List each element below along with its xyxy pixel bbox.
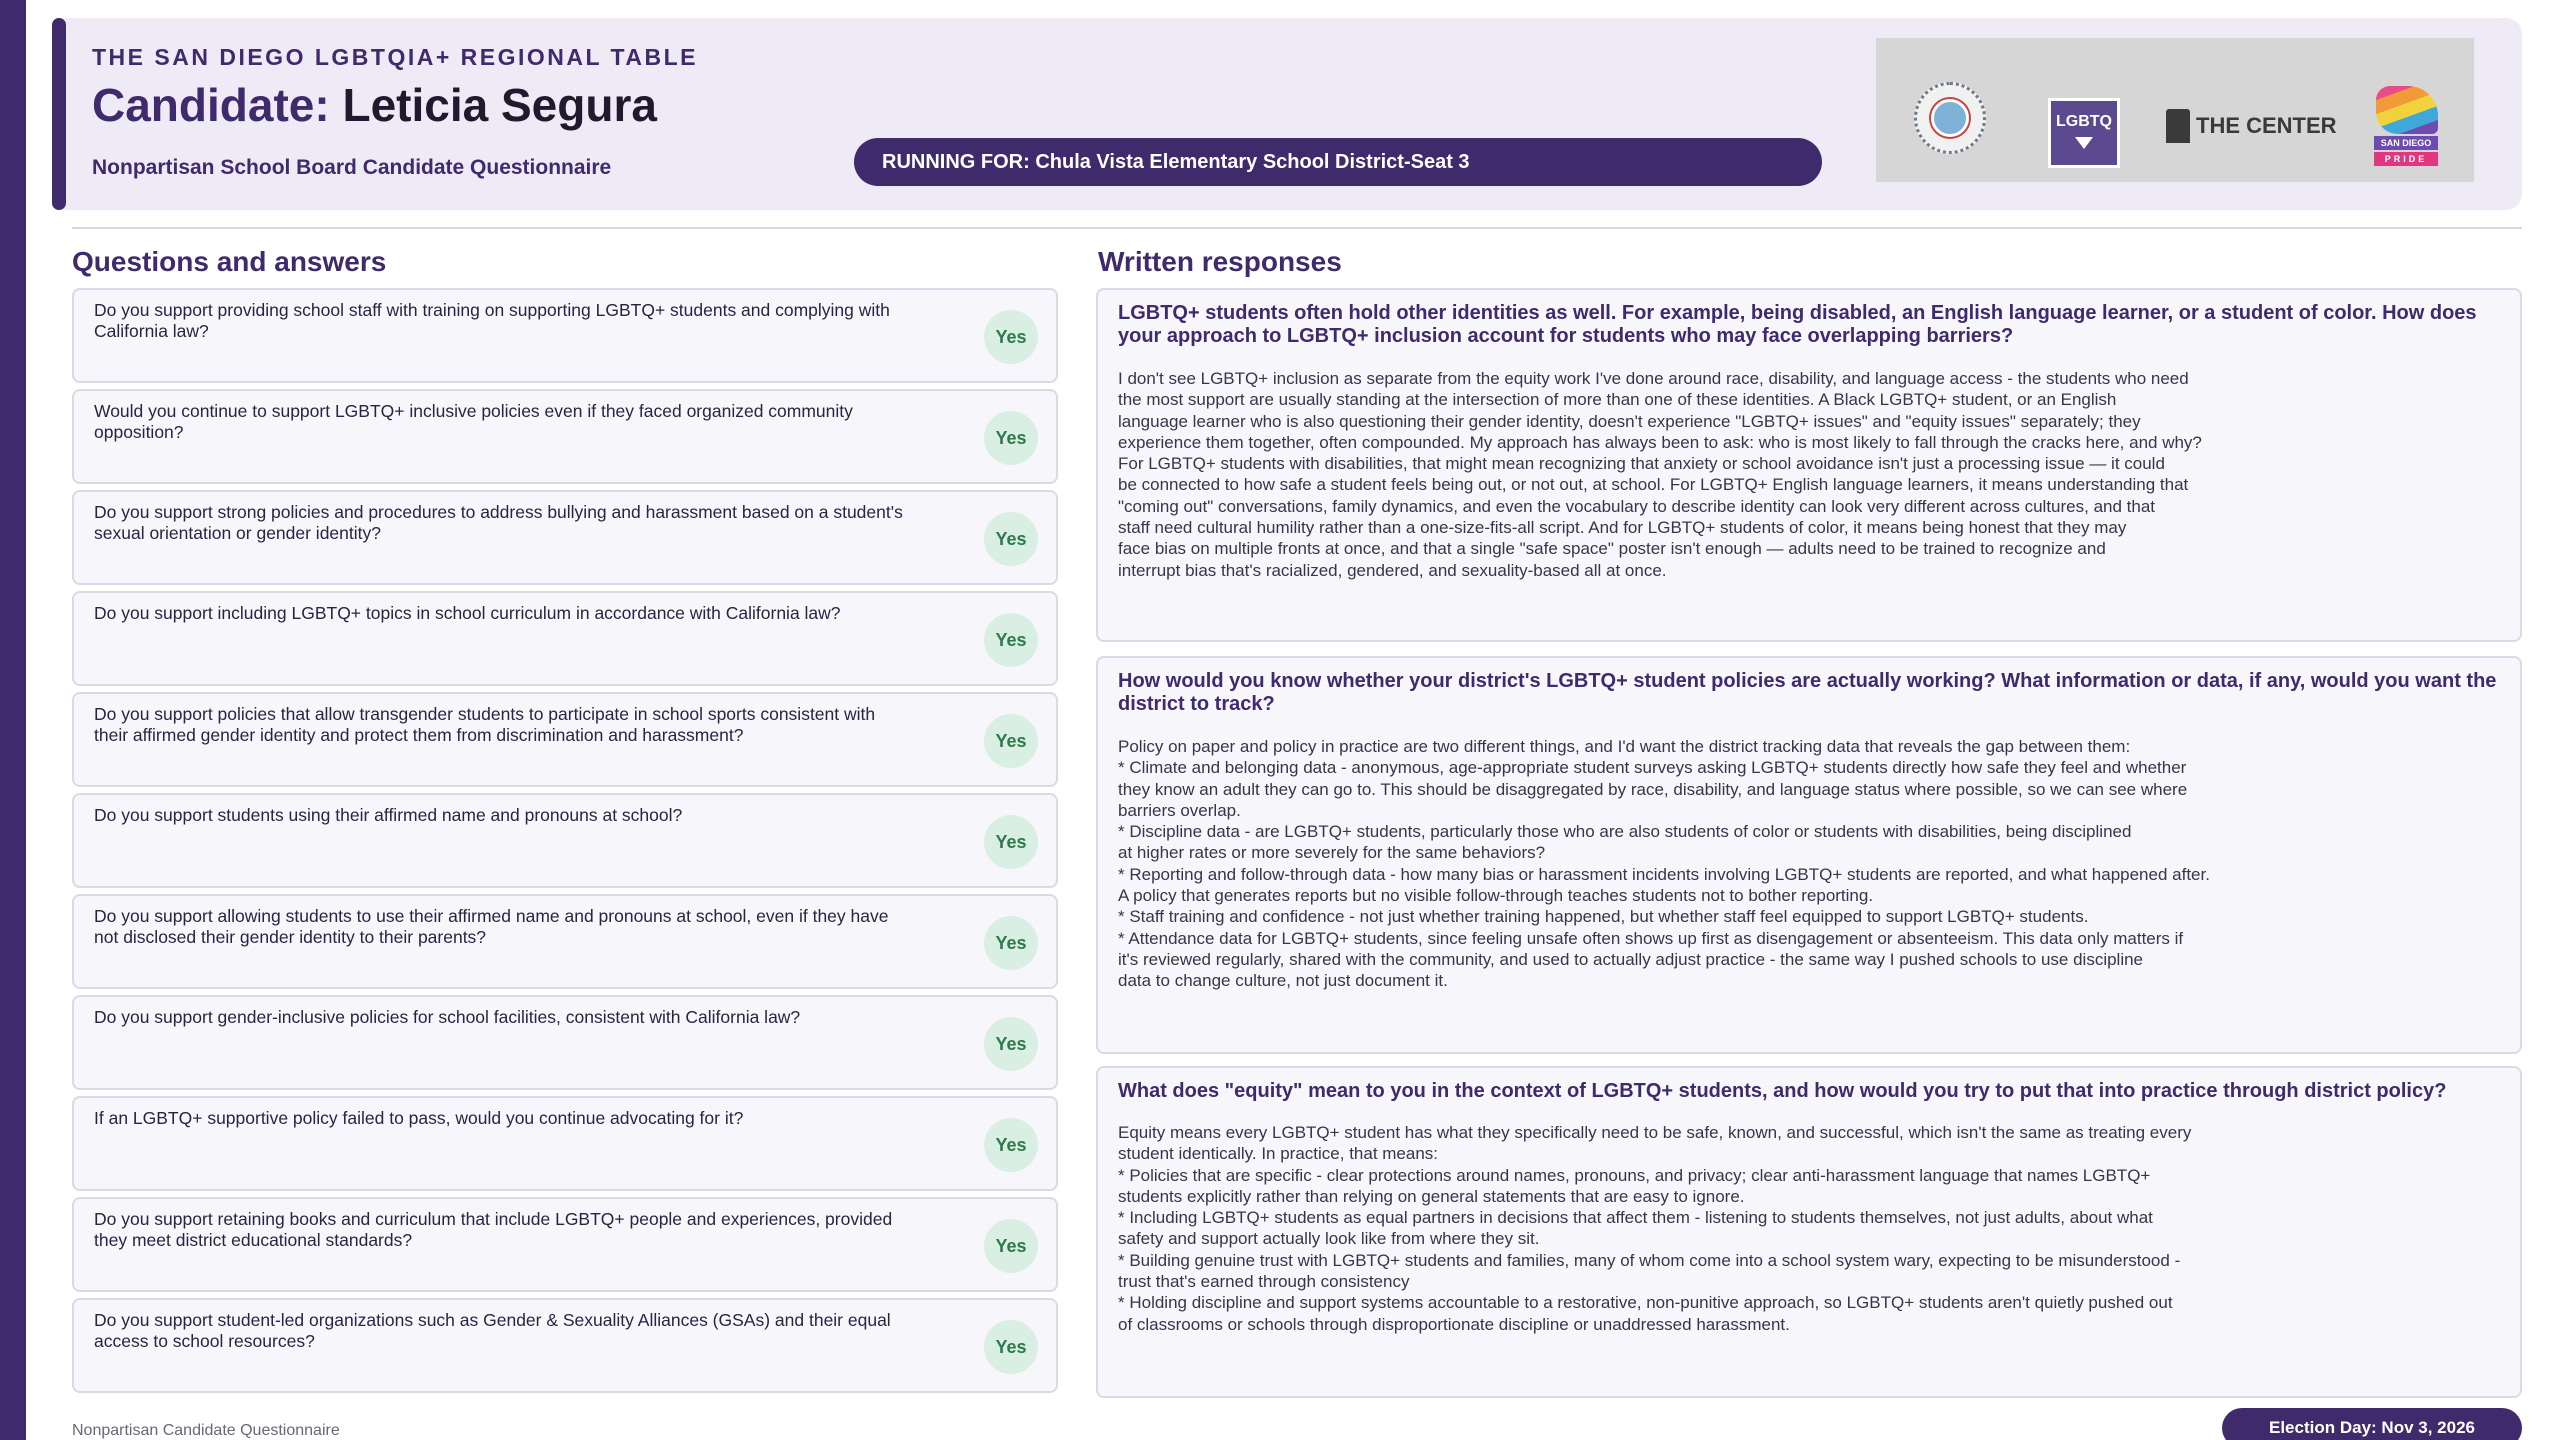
qa-question: Do you support providing school staff with training on supporting LGBTQ+ students and complying with California law? [94, 300, 890, 341]
family-support-seal-logo [1914, 82, 1986, 154]
written-answer: I don't see LGBTQ+ inclusion as separate from the equity work I've done around race, disability, and language access - the students who need the most support are usually standing at the intersection of more than one of these identities. A Black LGBTQ+ student, or an English language learner who is also questioning their gender identity, doesn't experience "LGBTQ+ issues" and "equity issues" separately; they experience them together, often compounded. My approach has always been to ask: who is most likely to fall through the cracks here, and why? For LGBTQ+ students with disabilities, that might mean recognizing that anxiety or school avoidance isn't just a processing issue — it could be connected to how safe a student feels being out, or not out, at school. For LGBTQ+ English language learners, it means understanding that "coming out" conversations, family dynamics, and even the vocabulary to describe identity can look very different across cultures, and that staff need cultural humility rather than a one-size-fits-all script. And for LGBTQ+ students of color, it means being honest that they may face bias on multiple fronts at once, and that a single "safe space" poster isn't enough — adults need to be trained to recognize and interrupt bias that's racialized, gendered, and sexuality-based all at once. [1118, 369, 2202, 580]
qa-item [72, 1298, 1058, 1393]
qa-item [72, 591, 1058, 686]
qa-item [72, 793, 1058, 888]
org-name: THE SAN DIEGO LGBTQIA+ REGIONAL TABLE [92, 44, 698, 70]
written-answer: Equity means every LGBTQ+ student has what they specifically need to be safe, known, and successful, which isn't the same as treating every student identically. In practice, that means: * Policies that are specific - clear protections around names, pronouns, and privacy; clear anti-harassment language that names LGBTQ+ students explicitly rather than relying on general statements that are easy to ignore. * Including LGBTQ+ students as equal partners in decisions that affect them - listening to students themselves, not just adults, about what safety and support actually look like from where they sit. * Building genuine trust with LGBTQ+ students and families, many of whom come into a school system wary, expecting to be misunderstood - trust that's earned through consistency * Holding discipline and support systems accountable to a restorative, non-punitive approach, so LGBTQ+ students aren't quietly pushed out of classrooms or schools through disproportionate discipline or unaddressed harassment. [1118, 1123, 2192, 1334]
header-divider [72, 227, 2522, 229]
qa-answer-badge: Yes [984, 1118, 1038, 1172]
qa-answer-badge: Yes [984, 411, 1038, 465]
pride-logo-line1: SAN DIEGO [2374, 136, 2438, 150]
qa-answer-badge: Yes [984, 815, 1038, 869]
written-question: How would you know whether your district's LGBTQ+ student policies are actually working? What information or data, if any, would you want the district to track? [1118, 670, 2497, 715]
qa-item [72, 389, 1058, 484]
written-question: What does "equity" mean to you in the context of LGBTQ+ students, and how would you try to put that into practice through district policy? [1118, 1080, 2447, 1102]
qa-question: If an LGBTQ+ supportive policy failed to pass, would you continue advocating for it? [94, 1108, 744, 1128]
header-accent-bar [52, 18, 66, 210]
qa-answer-badge: Yes [984, 310, 1038, 364]
building-icon [2166, 109, 2190, 143]
qa-answer-badge: Yes [984, 1017, 1038, 1071]
written-section-title: Written responses [1098, 246, 1342, 277]
footer-label: Nonpartisan Candidate Questionnaire [72, 1422, 340, 1439]
the-center-logo-text: THE CENTER [2196, 113, 2337, 138]
election-day-badge: Election Day: Nov 3, 2026 [2222, 1408, 2522, 1440]
qa-item [72, 692, 1058, 787]
qa-question: Do you support policies that allow transgender students to participate in school sports consistent with their affirmed gender identity and protect them from discrimination and harassment? [94, 704, 876, 745]
page-title [92, 78, 657, 132]
the-center-logo [2166, 106, 2337, 146]
san-diego-pride-logo [2372, 86, 2442, 170]
qa-answer-badge: Yes [984, 1219, 1038, 1273]
qa-section-title: Questions and answers [72, 246, 387, 277]
qa-question: Do you support allowing students to use their affirmed name and pronouns at school, even if they have not disclosed their gender identity to their parents? [94, 906, 889, 947]
candidate-label: Candidate: [92, 79, 330, 131]
qa-question: Do you support including LGBTQ+ topics in school curriculum in accordance with California law? [94, 603, 841, 623]
qa-answer-badge: Yes [984, 613, 1038, 667]
qa-question: Do you support student-led organizations such as Gender & Sexuality Alliances (GSAs) and their equal access to school resources? [94, 1310, 891, 1351]
lgbtq-logo-text: LGBTQ [2056, 113, 2112, 130]
qa-item [72, 288, 1058, 383]
triangle-icon [2075, 137, 2093, 149]
qa-question: Do you support students using their affirmed name and pronouns at school? [94, 805, 683, 825]
qa-item [72, 995, 1058, 1090]
compass-icon [1931, 99, 1969, 137]
pride-logo-line2: PRIDE [2374, 152, 2438, 166]
qa-answer-badge: Yes [984, 512, 1038, 566]
candidate-name: Leticia Segura [342, 79, 657, 131]
running-for-badge: RUNNING FOR: Chula Vista Elementary School District-Seat 3 [854, 138, 1822, 186]
qa-item [72, 490, 1058, 585]
qa-answer-badge: Yes [984, 714, 1038, 768]
written-response-card [1096, 656, 2522, 1054]
partner-logos [1876, 38, 2474, 182]
qa-answer-badge: Yes [984, 1320, 1038, 1374]
written-question: LGBTQ+ students often hold other identities as well. For example, being disabled, an English language learner, or a student of color. How does your approach to LGBTQ+ inclusion account for students who may face overlapping barriers? [1118, 302, 2477, 347]
written-response-card [1096, 288, 2522, 642]
qa-question: Do you support retaining books and curriculum that include LGBTQ+ people and experiences, provided they meet district educational standards? [94, 1209, 893, 1250]
qa-item [72, 1096, 1058, 1191]
page-subtitle: Nonpartisan School Board Candidate Questionnaire [92, 156, 612, 179]
qa-answer-badge: Yes [984, 916, 1038, 970]
qa-item [72, 1197, 1058, 1292]
written-answer: Policy on paper and policy in practice are two different things, and I'd want the district tracking data that reveals the gap between them: * Climate and belonging data - anonymous, age-appropriate student surveys asking LGBTQ+ students directly how safe they feel and whether they know an adult they can go to. This should be disaggregated by race, disability, and language status where possible, so we can see where barriers overlap. * Discipline data - are LGBTQ+ students, particularly those who are also students of color or students with disabilities, being disciplined at higher rates or more severely for the same behaviors? * Reporting and follow-through data - how many bias or harassment incidents involving LGBTQ+ students are reported, and what happened after. A policy that generates reports but no visible follow-through teaches students not to bother reporting. * Staff training and confidence - not just whether training happened, but whether staff feel equipped to support LGBTQ+ students. * Attendance data for LGBTQ+ students, since feeling unsafe often shows up first as disengagement or absenteeism. This data only matters if it's reviewed regularly, shared with the community, and used to actually adjust practice - the same way I pushed schools to use discipline data to change culture, not just document it. [1118, 737, 2210, 991]
qa-question: Do you support strong policies and procedures to address bullying and harassment based on a student's sexual orientation or gender identity? [94, 502, 903, 543]
qa-question: Do you support gender-inclusive policies for school facilities, consistent with California law? [94, 1007, 801, 1027]
qa-question: Would you continue to support LGBTQ+ inclusive policies even if they faced organized community opposition? [94, 401, 853, 442]
pride-flag-icon [2376, 86, 2438, 134]
page-header [52, 18, 2522, 210]
left-accent-bar [0, 0, 26, 1440]
lgbtq-logo [2048, 98, 2120, 168]
written-response-card [1096, 1066, 2522, 1398]
qa-item [72, 894, 1058, 989]
